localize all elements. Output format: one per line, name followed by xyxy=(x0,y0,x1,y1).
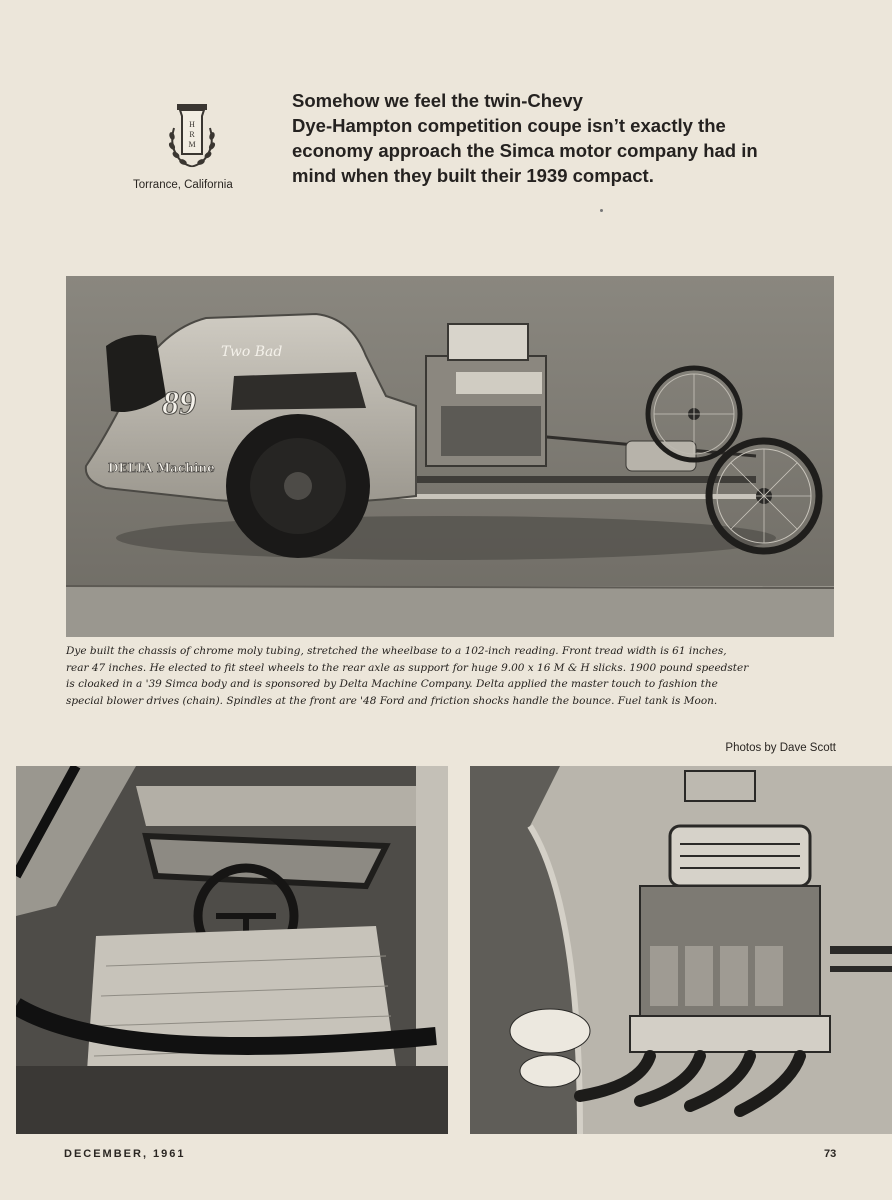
car-number-lettering: 89 xyxy=(162,385,196,422)
headline-line: economy approach the Simca motor company had in xyxy=(292,140,758,161)
caption-line: rear 47 inches. He elected to fit steel wheels to the rear axle as support for huge 9.00 x 16 M & H slicks. 1900 pound speedster xyxy=(66,661,749,674)
headline xyxy=(292,88,832,188)
page-number: 73 xyxy=(824,1148,837,1160)
caption-line: Dye built the chassis of chrome moly tubing, stretched the wheelbase to a 102-inch reading. Front tread width is 61 inches, xyxy=(66,645,727,657)
engine-photo xyxy=(470,766,892,1134)
headline-line: Dye-Hampton competition coupe isn’t exactly the xyxy=(292,115,726,136)
location-text: Torrance, California xyxy=(133,179,233,191)
photo-caption xyxy=(66,643,834,709)
svg-text:R: R xyxy=(189,130,195,139)
hrm-logo xyxy=(160,100,224,172)
caption-line: is cloaked in a '39 Simca body and is sponsored by Delta Machine Company. Delta applied the master touch to fashion the xyxy=(66,678,718,690)
footer-date: DECEMBER, 1961 xyxy=(64,1148,186,1160)
sponsor-lettering: DELTA Machine xyxy=(108,461,215,475)
print-speck xyxy=(600,209,603,212)
headline-line: Somehow we feel the twin-Chevy xyxy=(292,90,583,111)
car-name-lettering: Two Bad xyxy=(221,344,283,360)
headline-line: mind when they built their 1939 compact. xyxy=(292,165,654,186)
svg-text:M: M xyxy=(188,140,196,149)
svg-text:H: H xyxy=(189,120,195,129)
photo-credit: Photos by Dave Scott xyxy=(725,742,836,754)
cockpit-photo xyxy=(16,766,448,1134)
caption-line: special blower drives (chain). Spindles at the front are '48 Ford and friction shocks handle the bounce. Fuel tank is Moon. xyxy=(66,694,718,707)
main-photo-dragster xyxy=(66,276,834,637)
